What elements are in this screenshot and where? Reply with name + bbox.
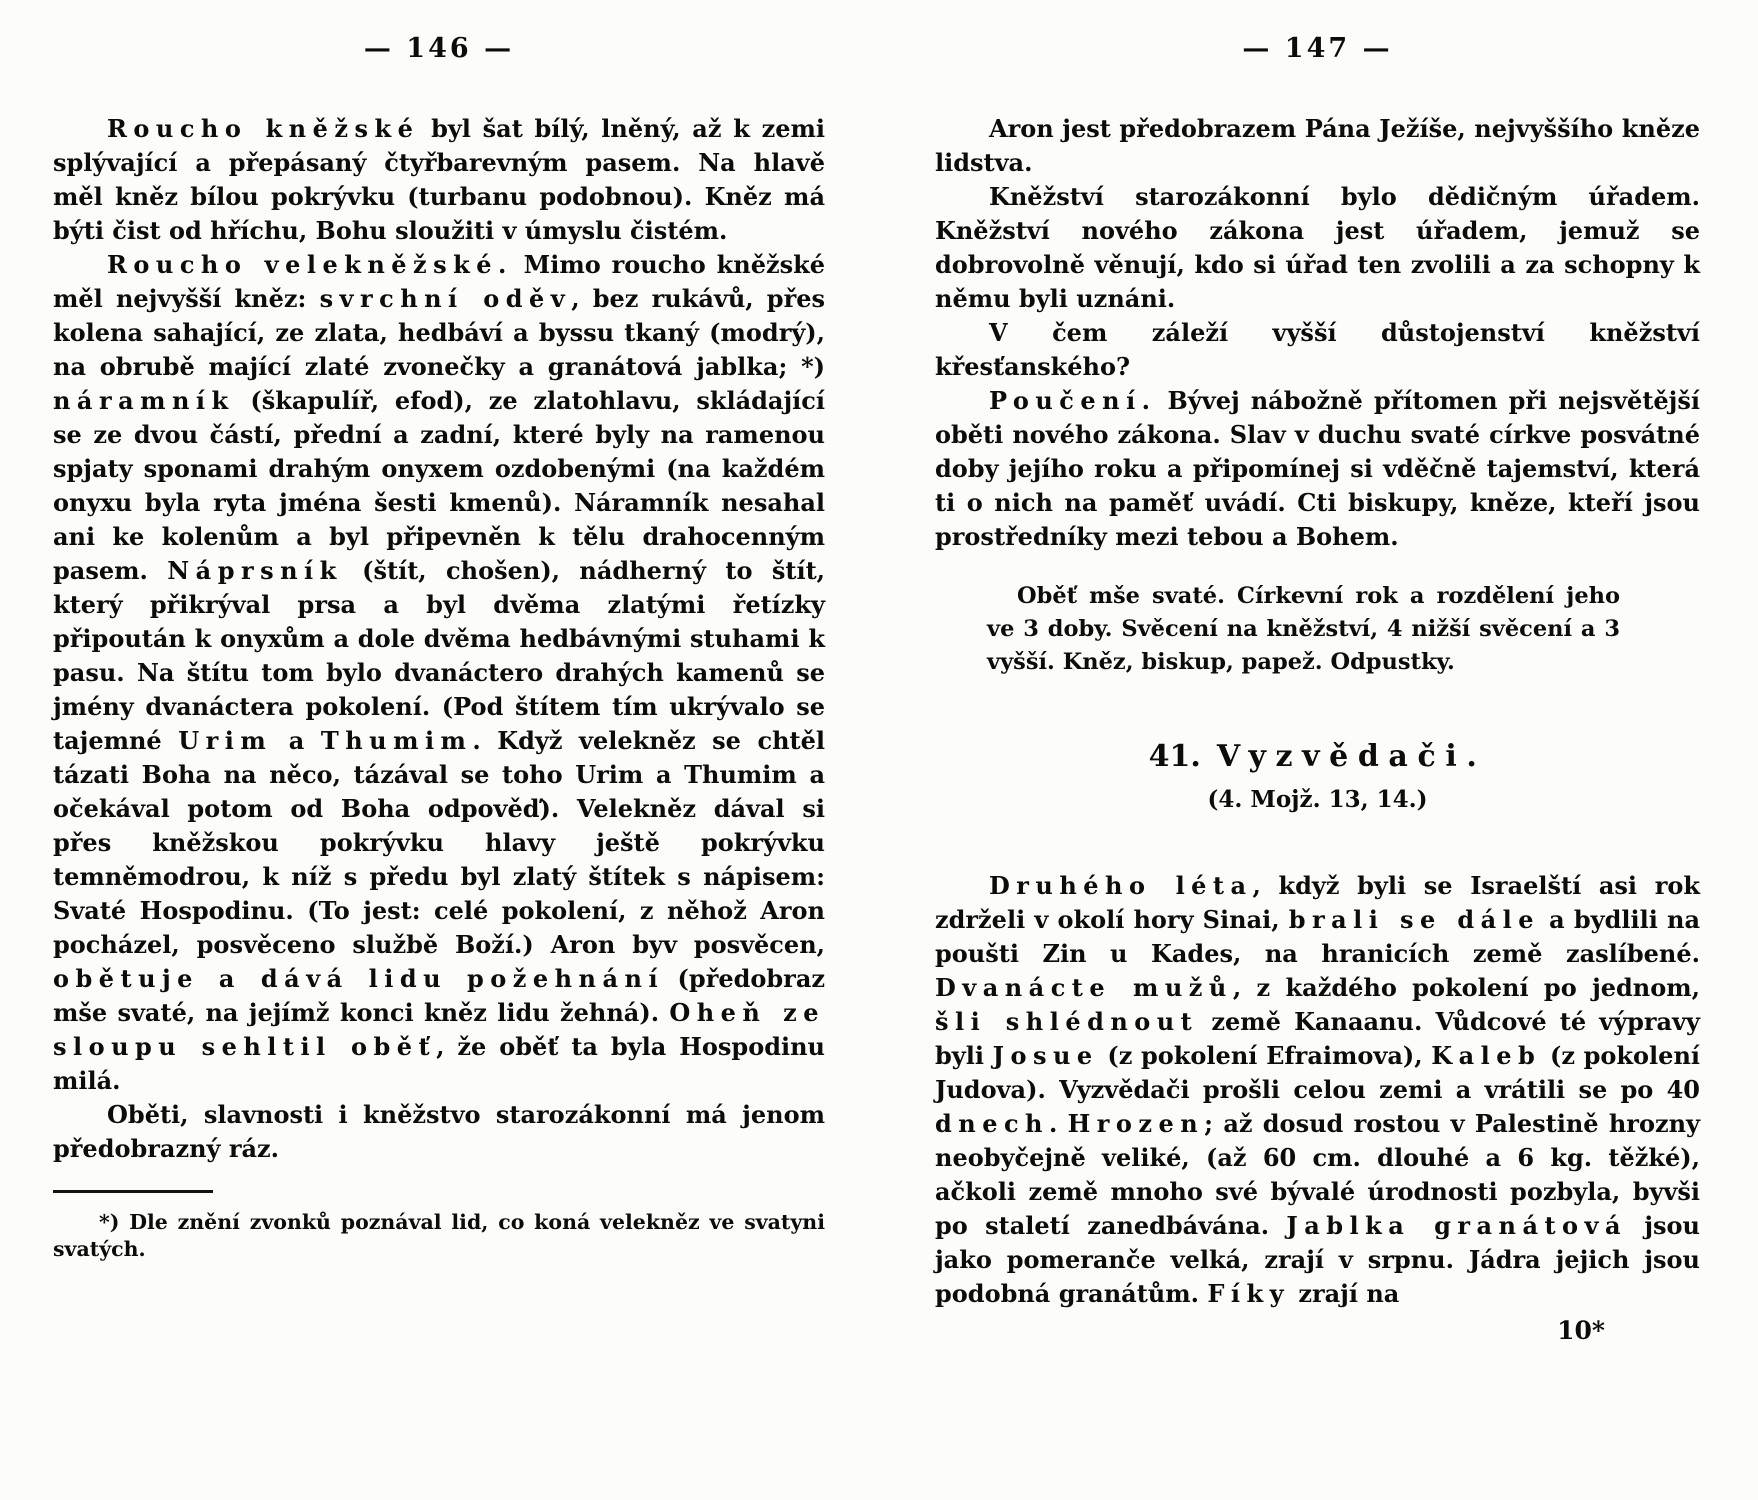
letterspaced-text-run: Josue bbox=[992, 1041, 1099, 1070]
text-run: (škapulíř, efod), ze zlatohlavu, skládající se ze dvou částí, přední a zadní, které byly na ramenou spjaty sponami drahým onyxem ozdobenými (na každém onyxu byla ryta jména šesti kmenů). Náramník nesahal ani ke kolenům a byl připevněn k tělu drahocenným pasem. bbox=[53, 386, 825, 585]
text-run: Aron jest předobrazem Pána Ježíše, nejvyššího kněze lidstva. bbox=[935, 114, 1700, 177]
text-run: byl šat bílý, lněný, až k zemi splývající a přepásaný čtyřbarevným pasem. Na hlavě měl kněz bílou pokrývku (turbanu podobnou). Kněz má býti čist od hříchu, Bohu sloužiti v úmyslu čistém. bbox=[53, 114, 826, 245]
letterspaced-text-run: náramník bbox=[53, 386, 235, 415]
section-body-text bbox=[935, 869, 1700, 1311]
page-147-number-header: — 147 — bbox=[1242, 33, 1393, 64]
text-run: Oběti, slavnosti i kněžstvo starozákonní má jenom předobrazný ráz. bbox=[53, 1100, 825, 1163]
text-run: a bbox=[272, 726, 321, 755]
letterspaced-text-run: brali se dále bbox=[1288, 905, 1541, 934]
text-run: V čem záleží vyšší důstojenství kněžství křesťanského? bbox=[935, 318, 1700, 381]
letterspaced-text-run: dnech bbox=[935, 1109, 1049, 1138]
text-run: Bývej nábožně přítomen při nejsvětější oběti nového zákona. Slav v duchu svaté církve posvátné doby jejího roku a připomínej si vděčně tajemství, která ti o nich na paměť uvádí. Cti biskupy, kněze, kteří jsou prostředníky mezi tebou a Bohem. bbox=[935, 386, 1700, 551]
text-run: zrají na bbox=[1290, 1279, 1400, 1308]
page-146 bbox=[53, 32, 825, 1347]
printers-signature-mark: 10* bbox=[1557, 1316, 1605, 1345]
text-run: země Kanaanu. Vůdcové té výpravy byli bbox=[935, 1007, 1700, 1070]
text-run: Mimo roucho kněžské měl nejvyšší kněz: bbox=[53, 250, 825, 313]
text-run: , že oběť ta byla Hospodinu milá. bbox=[53, 1032, 825, 1095]
page-146-number-header: — 146 — bbox=[363, 33, 515, 64]
paragraph bbox=[53, 112, 825, 248]
text-run: Oběť mše svaté. Církevní rok a rozdělení jeho ve 3 doby. Svěcení na kněžství, 4 nižší svěcení a 3 vyšší. Kněz, biskup, papež. Odpustky. bbox=[987, 583, 1620, 675]
letterspaced-text-run: Náprsník bbox=[167, 556, 343, 585]
text-run: , když byli se Israelští asi rok zdrželi v okolí hory Sinai, bbox=[935, 871, 1700, 934]
page-146-body-text bbox=[53, 112, 825, 1166]
paragraph bbox=[935, 384, 1700, 554]
letterspaced-text-run: Roucho kněžské bbox=[107, 114, 420, 143]
text-run: , z každého pokolení po jednom, bbox=[1232, 973, 1701, 1002]
letterspaced-text-run: Kaleb bbox=[1431, 1041, 1542, 1070]
page-147 bbox=[935, 32, 1700, 1347]
letterspaced-text-run: Druhého léta bbox=[989, 871, 1253, 900]
paragraph bbox=[987, 580, 1620, 679]
text-run: (štít, chošen), nádherný to štít, který přikrýval prsa a byl dvěma zlatými řetízky připoután k onyxům a dole dvěma hedbávnými stuhami k pasu. Na štítu tom bylo dvanáctero drahých kamenů se jmény dvanáctera pokolení. (Pod štítem tím ukrývalo se tajemné bbox=[53, 556, 826, 755]
text-run: (předobraz mše svaté, na jejímž konci kněz lidu žehná). bbox=[53, 964, 825, 1027]
letterspaced-text-run: Thumim bbox=[320, 726, 473, 755]
letterspaced-text-run: šli shlédnout bbox=[935, 1007, 1199, 1036]
section-number: 41. bbox=[1148, 739, 1201, 774]
letterspaced-text-run: Fíky bbox=[1207, 1279, 1290, 1308]
paragraph bbox=[935, 112, 1700, 180]
letterspaced-text-run: Roucho velekněžské. bbox=[107, 250, 513, 279]
letterspaced-text-run: Jablka granátová bbox=[1286, 1211, 1627, 1240]
text-run: a bydlili na poušti Zin u Kades, na hranicích země zaslíbené. bbox=[935, 905, 1700, 968]
footnote-separator-rule bbox=[53, 1190, 213, 1193]
section-heading bbox=[935, 739, 1700, 775]
text-run: . Když velekněz se chtěl tázati Boha na něco, tázával se toho Urim a Thumim a očekával potom od Boha odpověď). Velekněz dával si přes kněžskou pokrývku hlavy ještě pokrývku temněmodrou, k níž s předu byl zlatý štítek s nápisem: Svaté Hospodinu. (To jest: celé pokolení, z něhož Aron pocházel, posvěceno službě Boží.) Aron byv posvěcen, bbox=[53, 726, 826, 959]
text-run: Kněžství starozákonní bylo dědičným úřadem. Kněžství nového zákona jest úřadem, jemuž se dobrovolně věnují, kdo si úřad ten zvolili a za schopny k němu byli uznáni. bbox=[935, 182, 1700, 313]
letterspaced-text-run: Urim bbox=[178, 726, 273, 755]
letterspaced-text-run: Poučení. bbox=[989, 386, 1157, 415]
paragraph bbox=[935, 869, 1700, 1311]
letterspaced-text-run: Hrozen bbox=[1067, 1109, 1205, 1138]
text-run: . bbox=[1048, 1109, 1068, 1138]
text-run: (z pokolení Efraimova), bbox=[1098, 1041, 1432, 1070]
letterspaced-text-run: Dvanácte mužů bbox=[935, 973, 1233, 1002]
paragraph bbox=[935, 180, 1700, 316]
section-title: Vyzvědači. bbox=[1216, 739, 1487, 774]
footnote-text: *) Dle znění zvonků poznával lid, co koná velekněz ve svatyni svatých. bbox=[53, 1210, 825, 1261]
letterspaced-text-run: obětuje a dává lidu požehnání bbox=[53, 964, 665, 993]
lesson-summary-block bbox=[987, 580, 1700, 679]
text-run: , bez rukávů, přes kolena sahající, ze zlata, hedbáví a byssu tkaný (modrý), na obrubě mající zlaté zvonečky a granátová jablka; *) bbox=[53, 284, 825, 381]
text-run: jsou jako pomeranče velká, zrají v srpnu. Jádra jejich jsou podobná granátům. bbox=[935, 1211, 1700, 1308]
letterspaced-text-run: svrchní oděv bbox=[319, 284, 572, 313]
text-run: (z pokolení Judova). Vyzvědači prošli celou zemi a vrátili se po 40 bbox=[935, 1041, 1701, 1104]
letterspaced-text-run: Oheň ze sloupu sehltil oběť bbox=[53, 998, 825, 1061]
text-run: ; až dosud rostou v Palestině hrozny neobyčejně veliké, (až 60 cm. dlouhé a 6 kg. těžké), ačkoli země mnoho své bývalé úrodnosti pozbyla, byvši po staletí zanedbávána. bbox=[935, 1109, 1700, 1240]
page-147-body-text bbox=[935, 112, 1700, 554]
paragraph bbox=[53, 1098, 825, 1166]
paragraph bbox=[935, 316, 1700, 384]
section-bible-reference: (4. Mojž. 13, 14.) bbox=[1207, 786, 1428, 813]
paragraph bbox=[53, 248, 825, 1098]
